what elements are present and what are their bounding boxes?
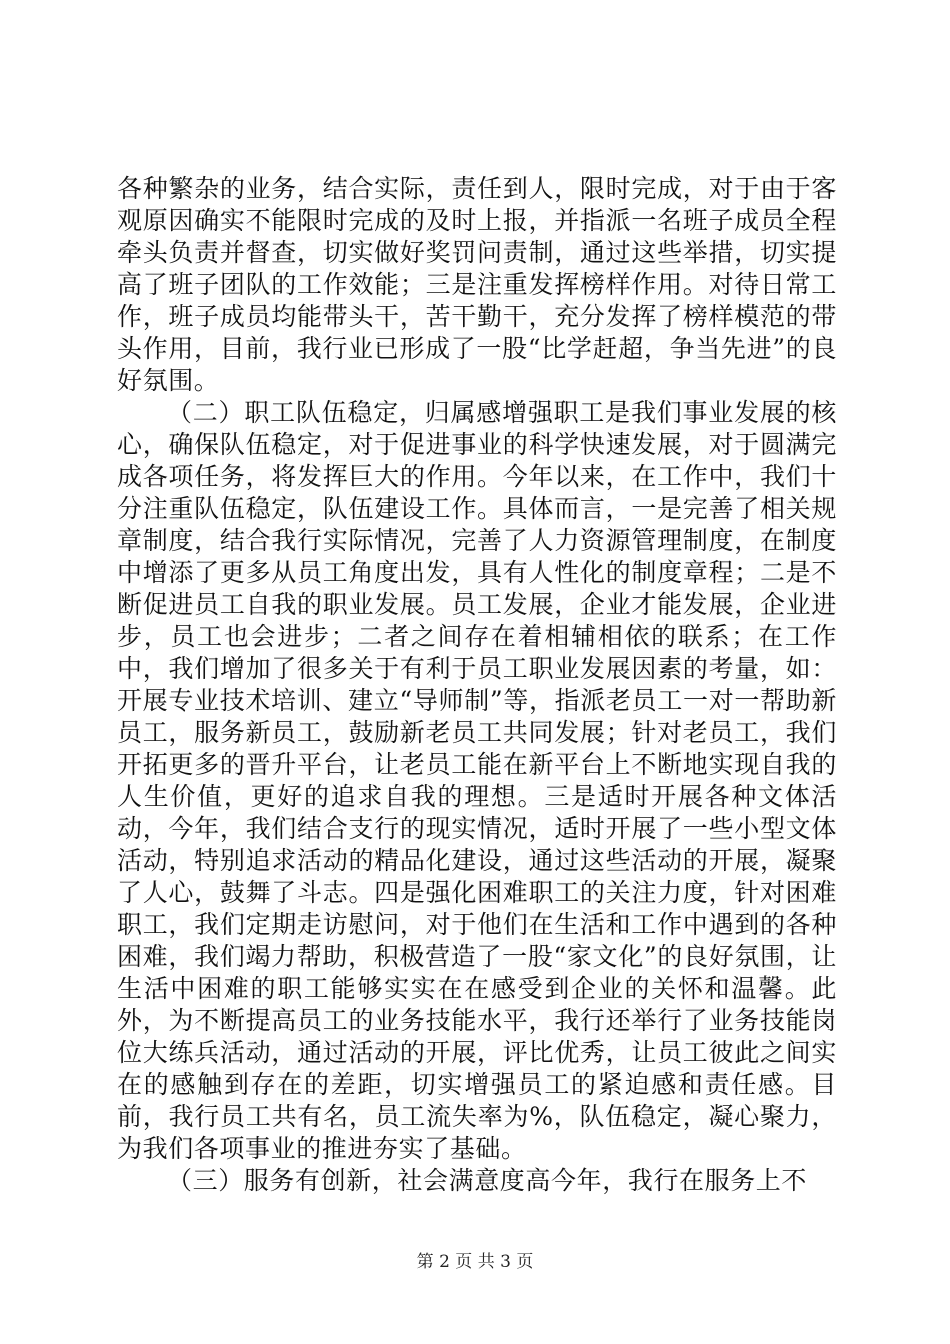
- page-footer: 第 2 页 共 3 页: [416, 1252, 534, 1272]
- paragraph-section-three: （三）服务有创新，社会满意度高今年，我行在服务上不: [167, 1166, 808, 1195]
- document-body: [117, 173, 837, 1197]
- paragraph-continuation: 各种繁杂的业务，结合实际，责任到人，限时完成，对于由于客观原因确实不能限时完成的及时上报，并指派一名班子成员全程牵头负责并督查，切实做好奖罚问责制，通过这些举措，切实提高了班子团队的工作效能；三是注重发挥榜样作用。对待日常工作，班子成员均能带头干，苦干勤干，充分发挥了榜样模范的带头作用，目前，我行业已形成了一股“比学赶超，争当先进”的良好氛围。: [117, 174, 837, 395]
- paragraph-section-two: （二）职工队伍稳定，归属感增强职工是我们事业发展的核心，确保队伍稳定，对于促进事业的科学快速发展，对于圆满完成各项任务，将发挥巨大的作用。今年以来，在工作中，我们十分注重队伍稳定，队伍建设工作。具体而言，一是完善了相关规章制度，结合我行实际情况，完善了人力资源管理制度，在制度中增添了更多从员工角度出发，具有人性化的制度章程；二是不断促进员工自我的职业发展。员工发展，企业才能发展，企业进步，员工也会进步；二者之间存在着相辅相依的联系；在工作中，我们增加了很多关于有利于员工职业发展因素的考量，如：开展专业技术培训、建立“导师制”等，指派老员工一对一帮助新员工，服务新员工，鼓励新老员工共同发展；针对老员工，我们开拓更多的晋升平台，让老员工能在新平台上不断地实现自我的人生价值，更好的追求自我的理想。三是适时开展各种文体活动，今年，我们结合支行的现实情况，适时开展了一些小型文体活动，特别追求活动的精品化建设，通过这些活动的开展，凝聚了人心，鼓舞了斗志。四是强化困难职工的关注力度，针对困难职工，我们定期走访慰问，对于他们在生活和工作中遇到的各种困难，我们竭力帮助，积极营造了一股“家文化”的良好氛围，让生活中困难的职工能够实实在在感受到企业的关怀和温馨。此外，为不断提高员工的业务技能水平，我行还举行了业务技能岗位大练兵活动，通过活动的开展，评比优秀，让员工彼此之间实在的感触到存在的差距，切实增强员工的紧迫感和责任感。目前，我行员工共有名，员工流失率为%，队伍稳定，凝心聚力，为我们各项事业的推进夯实了基础。: [117, 398, 837, 1163]
